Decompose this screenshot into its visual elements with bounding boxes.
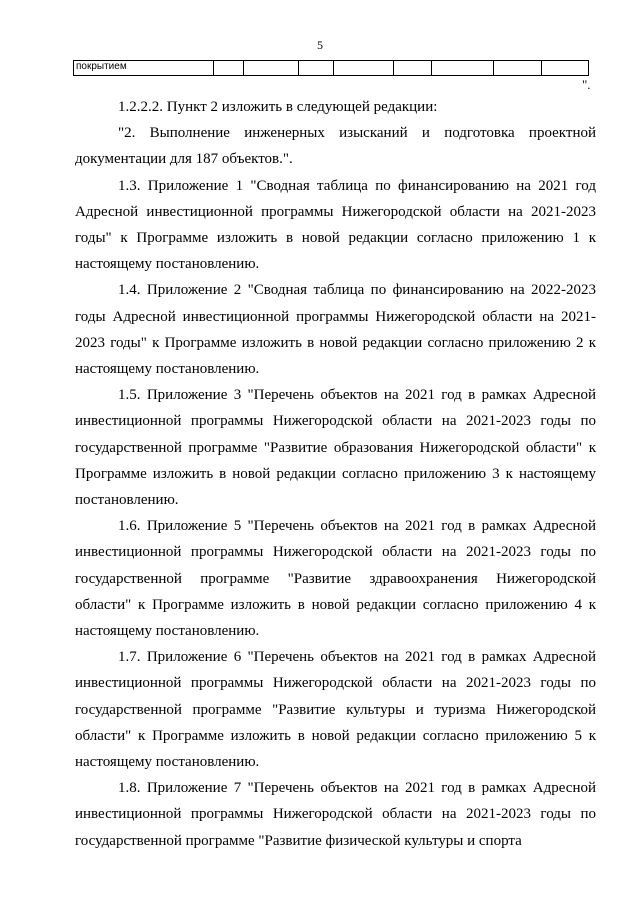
paragraph: "2. Выполнение инженерных изысканий и подготовка проектной документации для 187 объектов.". (75, 125, 596, 168)
document-body (75, 94, 596, 854)
paragraph: 1.6. Приложение 5 "Перечень объектов на 2021 год в рамках Адресной инвестиционной программы Нижегородской области на 2021-2023 годы по государственной программе "Развитие здравоохранения Нижегородской области" к Программе изложить в новой редакции согласно приложению 4 к настоящему постановлению. (75, 518, 596, 640)
table-row (74, 61, 589, 76)
paragraph: 1.5. Приложение 3 "Перечень объектов на 2021 год в рамках Адресной инвестиционной программы Нижегородской области на 2021-2023 годы по государственной программе "Развитие образования Нижегородской области" к Программе изложить в новой редакции согласно приложению 3 к настоящему постановлению. (75, 387, 596, 509)
page-number: 5 (317, 38, 323, 52)
paragraph: 1.8. Приложение 7 "Перечень объектов на 2021 год в рамках Адресной инвестиционной программы Нижегородской области на 2021-2023 годы по государственной программе "Развитие физической культуры и спорта (75, 780, 596, 849)
table-cell (494, 61, 542, 76)
table-cell (432, 61, 494, 76)
paragraph: 1.3. Приложение 1 "Сводная таблица по финансированию на 2021 год Адресной инвестиционной программы Нижегородской области на 2021-2023 годы" к Программе изложить в новой редакции согласно приложению 1 к настоящему постановлению. (75, 177, 596, 273)
closing-quote: ". (582, 77, 591, 92)
paragraph: 1.2.2.2. Пункт 2 изложить в следующей редакции: (118, 99, 438, 115)
table-cell (214, 61, 244, 76)
table-cell (244, 61, 299, 76)
table-cell (299, 61, 334, 76)
table-cell (394, 61, 432, 76)
continued-table (73, 60, 589, 76)
table-cell (542, 61, 589, 76)
paragraph: 1.4. Приложение 2 "Сводная таблица по финансированию на 2022-2023 годы Адресной инвестиционной программы Нижегородской области на 2021-2023 годы" к Программе изложить в новой редакции согласно приложению 2 к настоящему постановлению. (75, 282, 596, 378)
table-cell (334, 61, 394, 76)
table-cell: покрытием (74, 61, 214, 76)
paragraph: 1.7. Приложение 6 "Перечень объектов на 2021 год в рамках Адресной инвестиционной программы Нижегородской области на 2021-2023 годы по государственной программе "Развитие культуры и туризма Нижегородской области" к Программе изложить в новой редакции согласно приложению 5 к настоящему постановлению. (75, 649, 596, 771)
